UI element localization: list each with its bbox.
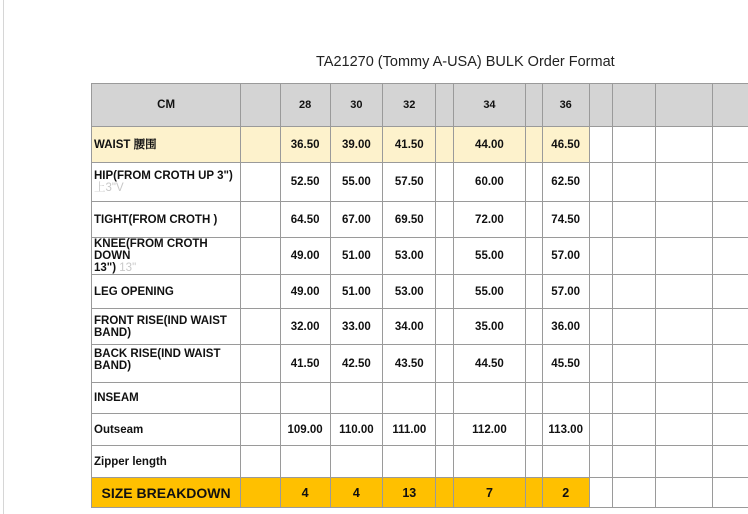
cell-value: 51.00 <box>330 275 383 309</box>
cell-value: 111.00 <box>383 414 436 446</box>
cell-value: 34.00 <box>383 309 436 345</box>
cell-value: 35.00 <box>454 309 526 345</box>
size-header: 30 <box>330 84 383 127</box>
cell-value: 36.50 <box>280 127 330 163</box>
measurement-table <box>91 83 748 508</box>
cm-header: CM <box>92 84 241 127</box>
cell-value: 67.00 <box>330 202 383 238</box>
cell-value <box>280 383 330 414</box>
cell-value: 41.50 <box>280 345 330 383</box>
cell-value: 53.00 <box>383 238 436 275</box>
cell-value: 57.00 <box>542 238 589 275</box>
cell-value: 36.00 <box>542 309 589 345</box>
row-label: BACK RISE(IND WAIST BAND) <box>92 345 241 383</box>
table-row <box>92 446 748 478</box>
table-row <box>92 345 748 383</box>
size-header: 32 <box>383 84 436 127</box>
table-row <box>92 202 748 238</box>
cell-value <box>330 446 383 478</box>
size-breakdown-value: 4 <box>330 478 383 508</box>
cell-value: 32.00 <box>280 309 330 345</box>
cell-value: 33.00 <box>330 309 383 345</box>
cell-value: 72.00 <box>454 202 526 238</box>
cell-value: 57.50 <box>383 163 436 202</box>
cell-value <box>280 446 330 478</box>
row-label: FRONT RISE(IND WAIST BAND) <box>92 309 241 345</box>
size-header: 34 <box>454 84 526 127</box>
table-row <box>92 163 748 202</box>
size-breakdown-value: 2 <box>542 478 589 508</box>
cell-value <box>542 446 589 478</box>
cell-value: 45.50 <box>542 345 589 383</box>
cell-value <box>454 383 526 414</box>
cell-value: 62.50 <box>542 163 589 202</box>
cell-value <box>383 446 436 478</box>
cell-value: 51.00 <box>330 238 383 275</box>
row-label: KNEE(FROM CROTH DOWN 13") 13" <box>92 238 241 275</box>
cell-value: 55.00 <box>330 163 383 202</box>
size-breakdown-value: 4 <box>280 478 330 508</box>
cell-value: 74.50 <box>542 202 589 238</box>
row-label: LEG OPENING <box>92 275 241 309</box>
cell-value: 41.50 <box>383 127 436 163</box>
size-header: 36 <box>542 84 589 127</box>
table-row <box>92 127 748 163</box>
cell-value: 53.00 <box>383 275 436 309</box>
cell-value <box>542 383 589 414</box>
page-edge <box>3 0 4 514</box>
cell-value: 55.00 <box>454 238 526 275</box>
table-row <box>92 238 748 275</box>
cell-value: 44.00 <box>454 127 526 163</box>
cell-value: 43.50 <box>383 345 436 383</box>
row-label: TIGHT(FROM CROTH ) <box>92 202 241 238</box>
cell-value: 113.00 <box>542 414 589 446</box>
row-label: HIP(FROM CROTH UP 3") 上3"V <box>92 163 241 202</box>
cell-value: 42.50 <box>330 345 383 383</box>
cell-value: 49.00 <box>280 238 330 275</box>
cell-value: 64.50 <box>280 202 330 238</box>
cell-value <box>454 446 526 478</box>
cell-value <box>383 383 436 414</box>
cell-value: 49.00 <box>280 275 330 309</box>
row-label: Zipper length <box>92 446 241 478</box>
cell-value: 55.00 <box>454 275 526 309</box>
document-title: TA21270 (Tommy A-USA) BULK Order Format <box>316 54 615 70</box>
table-row <box>92 383 748 414</box>
table-header-row <box>92 84 748 127</box>
table-row <box>92 309 748 345</box>
cell-value: 46.50 <box>542 127 589 163</box>
row-label: WAIST 腰围 <box>92 127 241 163</box>
table-row <box>92 275 748 309</box>
cell-value: 69.50 <box>383 202 436 238</box>
cell-value: 112.00 <box>454 414 526 446</box>
row-label: INSEAM <box>92 383 241 414</box>
row-label: Outseam <box>92 414 241 446</box>
cell-value: 109.00 <box>280 414 330 446</box>
cell-value: 57.00 <box>542 275 589 309</box>
size-breakdown-label: SIZE BREAKDOWN <box>92 478 241 508</box>
cell-value <box>330 383 383 414</box>
cell-value: 60.00 <box>454 163 526 202</box>
cell-value: 110.00 <box>330 414 383 446</box>
size-breakdown-value: 13 <box>383 478 436 508</box>
cell-value: 39.00 <box>330 127 383 163</box>
size-breakdown-value: 7 <box>454 478 526 508</box>
size-header: 28 <box>280 84 330 127</box>
table-row <box>92 414 748 446</box>
cell-value: 52.50 <box>280 163 330 202</box>
size-breakdown-row <box>92 478 748 508</box>
cell-value: 44.50 <box>454 345 526 383</box>
